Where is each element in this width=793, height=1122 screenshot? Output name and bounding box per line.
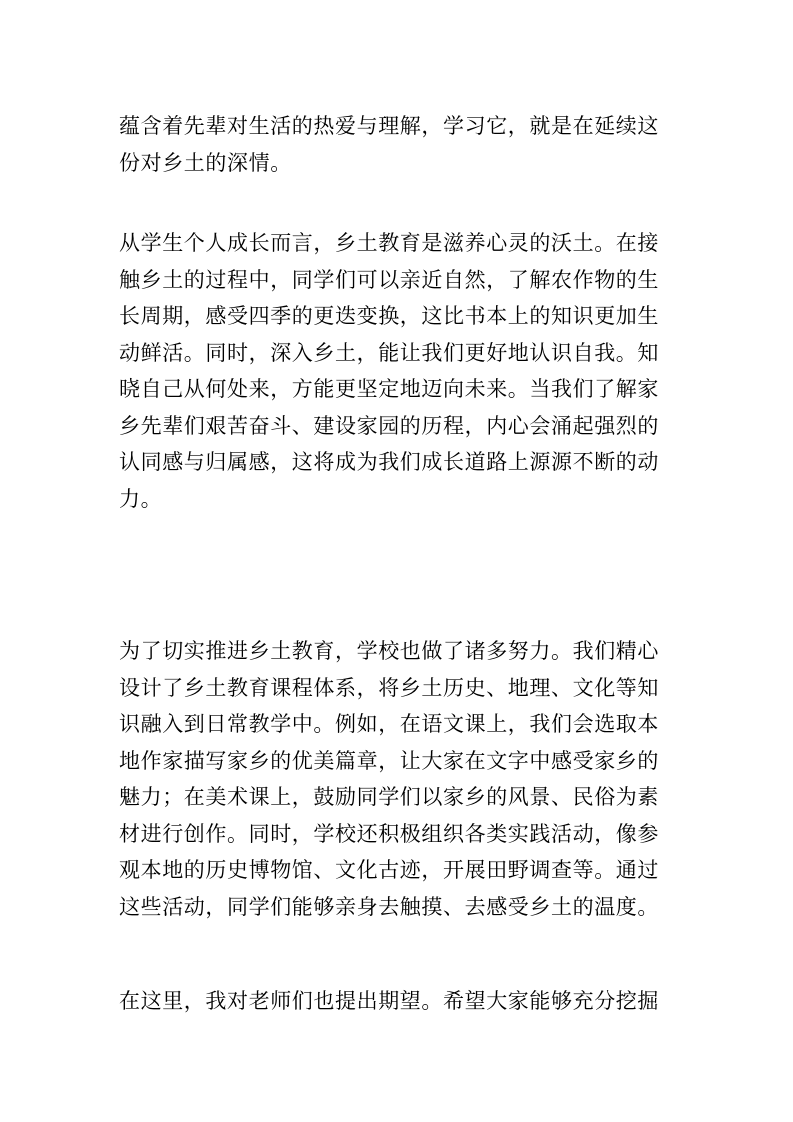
paragraph-1: 蕴含着先辈对生活的热爱与理解，学习它，就是在延续这份对乡土的深情。 xyxy=(119,114,659,175)
paragraph-3: 为了切实推进乡土教育，学校也做了诸多努力。我们精心设计了乡土教育课程体系，将乡土历史、地理、文化等知识融入到日常教学中。例如，在语文课上，我们会选取本地作家描写家乡的优美篇章，让大家在文字中感受家乡的魅力；在美术课上，鼓励同学们以家乡的风景、民俗为素材进行创作。同时，学校还积极组织各类实践活动，像参观本地的历史博物馆、文化古迹，开展田野调查等。通过这些活动，同学们能够亲身去触摸、去感受乡土的温度。 xyxy=(119,639,659,919)
paragraph-2: 从学生个人成长而言，乡土教育是滋养心灵的沃土。在接触乡土的过程中，同学们可以亲近自然，了解农作物的生长周期，感受四季的更迭变换，这比书本上的知识更加生动鲜活。同时，深入乡土，能让我们更好地认识自我。知晓自己从何处来，方能更坚定地迈向未来。当我们了解家乡先辈们艰苦奋斗、建设家园的历程，内心会涌起强烈的认同感与归属感，这将成为我们成长道路上源源不断的动力。 xyxy=(119,231,659,511)
paragraph-4: 在这里，我对老师们也提出期望。希望大家能够充分挖掘 xyxy=(119,989,659,1013)
